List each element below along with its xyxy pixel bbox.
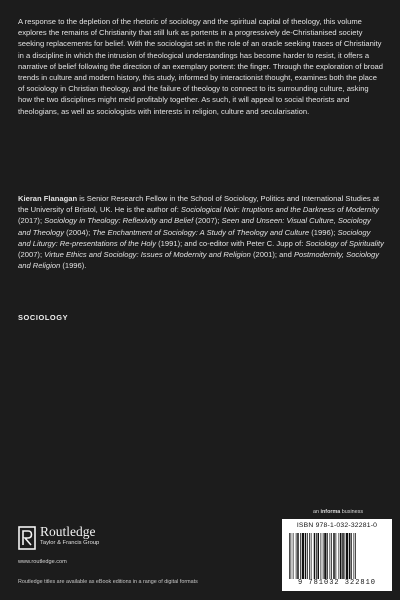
informa-prefix: an — [313, 509, 321, 515]
barcode-bar — [346, 533, 348, 579]
barcode-bar — [314, 533, 316, 579]
barcode-bar — [289, 533, 290, 579]
barcode-bar — [333, 533, 335, 579]
barcode-bar — [336, 533, 337, 579]
barcode-bar — [321, 533, 322, 579]
barcode-bar — [305, 533, 307, 579]
barcode-bar — [349, 533, 351, 579]
barcode-bar — [311, 533, 312, 579]
book-blurb — [18, 16, 384, 117]
ebook-footnote: Routledge titles are available as eBook editions in a range of digital formats — [18, 579, 198, 585]
barcode-bar — [309, 533, 310, 579]
barcode-bar — [345, 533, 346, 579]
book-title: Seen and Unseen: Visual Culture, Sociology and Theology — [18, 216, 371, 237]
barcode-bar — [318, 533, 320, 579]
bio-text: (1996); — [309, 227, 338, 237]
book-title: Sociology in Theology: Reflexivity and Belief — [44, 216, 194, 226]
barcode-bar — [331, 533, 332, 579]
publisher-group: Taylor & Francis Group — [40, 540, 100, 546]
barcode-bar — [302, 533, 304, 579]
barcode-bar — [342, 533, 344, 579]
barcode-bar — [307, 533, 308, 579]
barcode-bar — [351, 533, 352, 579]
barcode-bar — [327, 533, 328, 579]
bio-text: (2017); — [18, 216, 45, 226]
barcode-bar — [316, 533, 317, 579]
blurb-paragraph: A response to the depletion of the rhetoric of sociology and the spiritual capital of theology, this volume explores the remains of Christianity that still lurk as portents in a progressively de-Christianised society seeking replacements for belief. With the sociologist set in the role of an oracle seeking traces of Christianity in a discipline in which the intrusion of theological understandings has become harder to resist, it offers a narrative of belief following the direction of an exemplary portent: the finger. Through the exploration of broad trends in culture and modern history, this study, informed by interactionist thought, examines both the place of sociology in Christian theology, and the failure of theology to connect to its surrounding culture, asking how the two disciplines might meld profitably together. As such, it will appeal to social theorists and theologians, as well as sociologists with interests in religion, culture and secularisation. — [18, 17, 384, 116]
bio-intro: is Senior Research Fellow in the School of Sociology, Politics and International Studies at the University of Bristol, UK. He is the author of: — [18, 194, 380, 215]
bio-text: (1991); and co-editor with Peter C. Jupp of: — [156, 238, 306, 248]
barcode-bar — [293, 533, 294, 579]
isbn-barcode-box — [282, 519, 392, 591]
book-title: Sociology and Liturgy: Re-presentations of the Holy — [18, 227, 371, 248]
informa-tagline — [313, 509, 363, 515]
barcode-bar — [323, 533, 324, 579]
barcode-icon — [287, 533, 387, 579]
isbn-label: ISBN 978-1-032-32281-0 — [296, 522, 378, 529]
barcode-bar — [355, 533, 356, 579]
barcode-bar — [300, 533, 301, 579]
barcode-bar — [339, 533, 340, 579]
barcode-bar — [324, 533, 326, 579]
publisher-website: www.routledge.com — [18, 559, 67, 565]
bio-text: (2007); — [193, 216, 222, 226]
bio-text: (1996). — [60, 261, 87, 271]
author-bio-paragraph — [18, 193, 384, 271]
book-title: Postmodernity, Sociology and Religion — [18, 250, 380, 271]
book-title: Sociological Noir: Irruptions and the Darkness of Modernity — [180, 205, 379, 215]
author-name: Kieran Flanagan — [18, 194, 78, 203]
informa-brand: informa — [320, 509, 341, 515]
informa-suffix: business — [340, 509, 364, 515]
routledge-logo-icon — [18, 526, 36, 550]
barcode-bar — [291, 533, 292, 579]
book-title: The Enchantment of Sociology: A Study of Theology and Culture — [92, 227, 310, 237]
bio-text: (2004); — [64, 227, 93, 237]
bio-text: (2007); — [18, 250, 45, 260]
barcode-bar — [330, 533, 331, 579]
barcode-bar — [354, 533, 355, 579]
publisher-brand: Routledge — [40, 524, 96, 539]
barcode-bar — [296, 533, 297, 579]
barcode-bar — [297, 533, 299, 579]
publisher-logo — [18, 524, 138, 562]
barcode-bar — [340, 533, 342, 579]
book-title: Sociology of Spirituality — [305, 238, 384, 248]
book-title: Virtue Ethics and Sociology: Issues of Modernity and Religion — [44, 250, 251, 260]
subject-category: SOCIOLOGY — [18, 313, 69, 322]
bio-text: (2001); and — [250, 250, 294, 260]
author-bio — [18, 193, 384, 271]
barcode-digits: 9 781032 322810 — [297, 579, 376, 587]
